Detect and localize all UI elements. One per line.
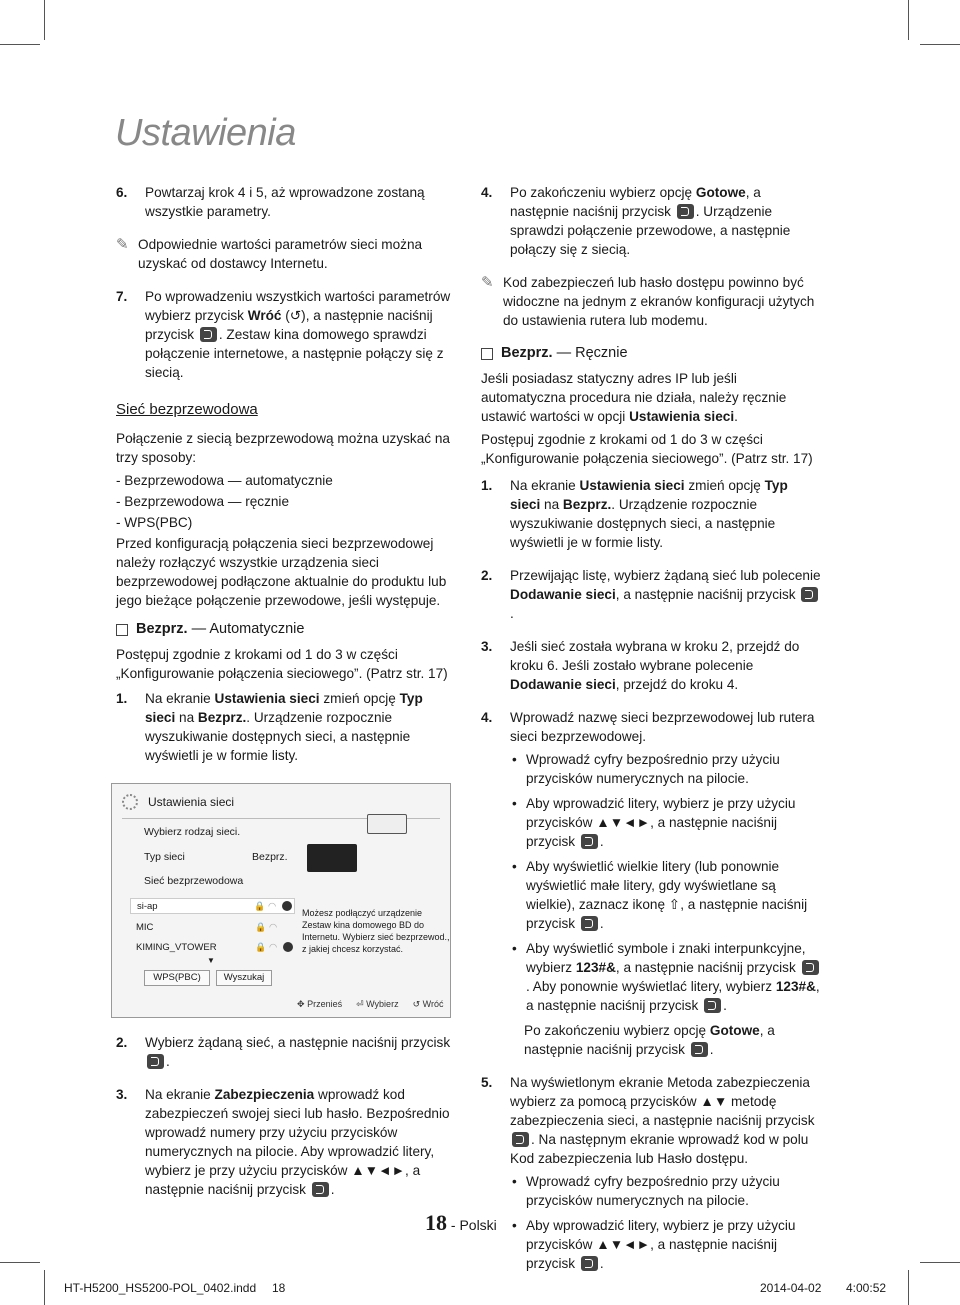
step-4: 4. Wprowadź nazwę sieci bezprzewodowej lub rutera sieci bezprzewodowej. [481,710,815,744]
back-hint: ↺ Wróć [412,999,444,1009]
player-device-icon [307,844,357,872]
enter-button-icon [581,834,598,849]
list-item: • Aby wprowadzić litery, wybierz je przy użyciu przycisków ▲▼◄►, a następnie naciśnij przycisk . [512,796,796,849]
arrow-icon [283,942,293,952]
enter-button-icon [704,998,721,1013]
router-icon [367,814,407,834]
chevron-down-icon: ▼ [207,956,215,965]
page-title: Ustawienia [115,112,296,154]
section-heading: Sieć bezprzewodowa [116,401,258,418]
crop-mark [920,44,960,45]
move-icon: ✥ [297,999,305,1009]
lock-icon: 🔒 [255,921,267,932]
left-column-lower [116,1033,456,1213]
crop-mark [44,1270,45,1305]
note: ✎ Odpowiednie wartości parametrów sieci można uzyskać od dostawcy Internetu. [116,236,423,271]
enter-button-icon [512,1132,529,1147]
step-5: 5. Na wyświetlonym ekranie Metoda zabezpieczenia wybierz za pomocą przycisków ▲▼ metodę zabezpieczenia sieci, a następnie naciśnij przycisk . Na następnym ekranie wprowadź kod w polu Kod zabezpieczenia lub Hasło dostępu. [481,1075,815,1166]
lock-icon: 🔒 [254,900,266,911]
footer-filename: HT-H5200_HS5200-POL_0402.indd [64,1281,257,1295]
list-item: • Wprowadź cyfry bezpośrednio przy użyciu przycisków numerycznych na pilocie. [512,1174,780,1208]
pencil-icon: ✎ [116,236,129,253]
left-column [116,183,456,779]
checkbox-bullet-icon [116,624,128,636]
move-hint: ✥ Przenieś [297,999,343,1009]
enter-icon: ⏎ [356,999,364,1009]
paragraph: Przed konfiguracją połączenia sieci bezprzewodowej należy rozłączyć wszystkie urządzenia sieci bezprzewodowej podłączone aktualnie do produktu lub jego bieżące połączenie przewodowe, jeśli występuje. [116,536,447,608]
return-icon: ↺ [412,999,421,1009]
step-7: 7. Po wprowadzeniu wszystkich wartości parametrów wybierz przycisk Wróć (↺), a następnie naciśnij przycisk . Zestaw kina domowego sprawdzi połączenie internetowe, a następnie połączy się z siecią. [116,289,451,380]
checkbox-bullet-icon [481,348,493,360]
list-item: • Wprowadź cyfry bezpośrednio przy użyciu przycisków numerycznych na pilocie. [512,752,780,786]
arrow-icon [282,901,292,911]
wifi-signal-icon: ◠ [269,921,278,933]
network-item[interactable]: MIC 🔒 ◠ [130,919,295,935]
screen-description: Możesz podłączyć urządzenie Zestaw kina domowego BD do Internetu. Wybierz sieć bezprzewod., z jakiej chcesz korzystać. [302,908,450,954]
enter-button-icon [581,1256,598,1271]
crop-mark [908,1270,909,1305]
network-item[interactable]: KIMING_VTOWER 🔒 ◠ [130,939,295,955]
subsection-heading: Bezprz. — Automatycznie [116,620,456,639]
screen-footer [297,999,443,1010]
list-item: - Bezprzewodowa — automatycznie [116,473,333,488]
step-1: 1. Na ekranie Ustawienia sieci zmień opcję Typ sieci na Bezprz.. Urządzenie rozpocznie wyszukiwanie dostępnych sieci, a następnie wyświetli je w formie listy. [116,691,423,763]
paragraph: Jeśli posiadasz statyczny adres IP lub jeśli automatyczna procedura nie działa, należy ręcznie ustawić wartości w opcji Ustawienia sieci. [481,371,787,424]
wps-button[interactable]: WPS(PBC) [144,970,210,986]
network-type-value[interactable]: Bezprz. [252,851,288,863]
screen-header: Ustawienia sieci [122,794,234,810]
enter-button-icon [147,1054,164,1069]
page-number: 18 - Polski [425,1210,497,1235]
list-item: - WPS(PBC) [116,515,193,530]
note: ✎ Kod zabezpieczeń lub hasło dostępu powinno być widoczne na jednym z ekranów konfiguracji użytych do ustawienia rutera lub modemu. [481,274,815,328]
step-6: 6. Powtarzaj krok 4 i 5, aż wprowadzone zostaną wszystkie parametry. [116,185,425,219]
pencil-icon: ✎ [481,274,494,291]
paragraph: Po zakończeniu wybierz opcję Gotowe, a następnie naciśnij przycisk . [524,1023,775,1057]
subsection-heading: Bezprz. — Ręcznie [481,344,821,363]
wifi-signal-icon: ◠ [269,941,278,953]
step-1: 1. Na ekranie Ustawienia sieci zmień opcję Typ sieci na Bezprz.. Urządzenie rozpocznie wyszukiwanie dostępnych sieci, a następnie wyświetli je w formie listy. [481,478,788,550]
footer-date: 2014-04-02 [760,1281,822,1295]
enter-button-icon [581,916,598,931]
enter-button-icon [802,960,819,975]
crop-mark [44,0,45,40]
shift-icon: ⇧ [668,897,681,912]
footer-time: 4:00:52 [846,1281,887,1295]
crop-mark [908,0,909,40]
enter-button-icon [691,1042,708,1057]
network-settings-screen [111,783,451,1018]
step-2: 2. Wybierz żądaną sieć, a następnie naciśnij przycisk . [116,1035,451,1069]
right-column [481,183,821,1279]
step-2: 2. Przewijając listę, wybierz żądaną sieć lub polecenie Dodawanie sieci, a następnie naciśnij przycisk . [481,568,821,621]
search-button[interactable]: Wyszukaj [216,970,272,986]
enter-button-icon [200,327,217,342]
enter-button-icon [801,587,818,602]
list-item: - Bezprzewodowa — ręcznie [116,494,290,509]
footer-page: 18 [272,1281,286,1295]
crop-mark [0,44,40,45]
network-item[interactable]: si-ap 🔒 ◠ [130,898,295,914]
paragraph: Postępuj zgodnie z krokami od 1 do 3 w części „Konfigurowanie połączenia sieciowego”. (Patrz str. 17) [481,432,813,466]
gear-icon [122,794,138,810]
list-item: • Aby wprowadzić litery, wybierz je przy użyciu przycisków ▲▼◄►, a następnie naciśnij przycisk . [512,1218,796,1271]
enter-button-icon [677,204,694,219]
crop-mark [920,1262,960,1263]
select-hint: ⏎ Wybierz [356,999,399,1009]
wifi-signal-icon: ◠ [268,900,277,912]
crop-mark [0,1262,40,1263]
list-item: • Aby wyświetlić wielkie litery (lub ponownie wyświetlić małe litery, gdy wyświetlane są wielkie), zaznacz ikonę ⇧, a następnie naciśnij przycisk . [512,859,808,931]
step-4: 4. Po zakończeniu wybierz opcję Gotowe, a następnie naciśnij przycisk . Urządzenie sprawdzi połączenie przewodowe, a następnie połączy się z siecią. [481,185,791,257]
bullet-list [481,1172,821,1273]
enter-button-icon [312,1182,329,1197]
list-item: • Aby wyświetlić symbole i znaki interpunkcyjne, wybierz 123#&, a następnie naciśnij przycisk . Aby ponownie wyświetlać litery, wybierz 123#&, a następnie naciśnij przycisk . [512,941,820,1013]
step-3: 3. Jeśli sieć została wybrana w kroku 2, przejdź do kroku 6. Jeśli zostało wybrane polecenie Dodawanie sieci, przejdź do kroku 4. [481,639,800,692]
bullet-list [481,750,821,1059]
wireless-label: Sieć bezprzewodowa [144,875,244,887]
select-type-label: Wybierz rodzaj sieci. [144,826,241,838]
paragraph: Postępuj zgodnie z krokami od 1 do 3 w części „Konfigurowanie połączenia sieciowego”. (Patrz str. 17) [116,647,448,681]
lock-icon: 🔒 [255,941,267,952]
step-3: 3. Na ekranie Zabezpieczenia wprowadź kod zabezpieczeń swojej sieci lub hasło. Bezpośrednio wprowadź numery przy użyciu przycisków numerycznych na pilocie. Aby wprowadzić litery, wybierz je przy użyciu przycisków ▲▼◄►, a następnie naciśnij przycisk . [116,1087,450,1197]
paragraph: Połączenie z siecią bezprzewodową można uzyskać na trzy sposoby: [116,431,450,465]
network-type-label: Typ sieci [144,851,185,863]
